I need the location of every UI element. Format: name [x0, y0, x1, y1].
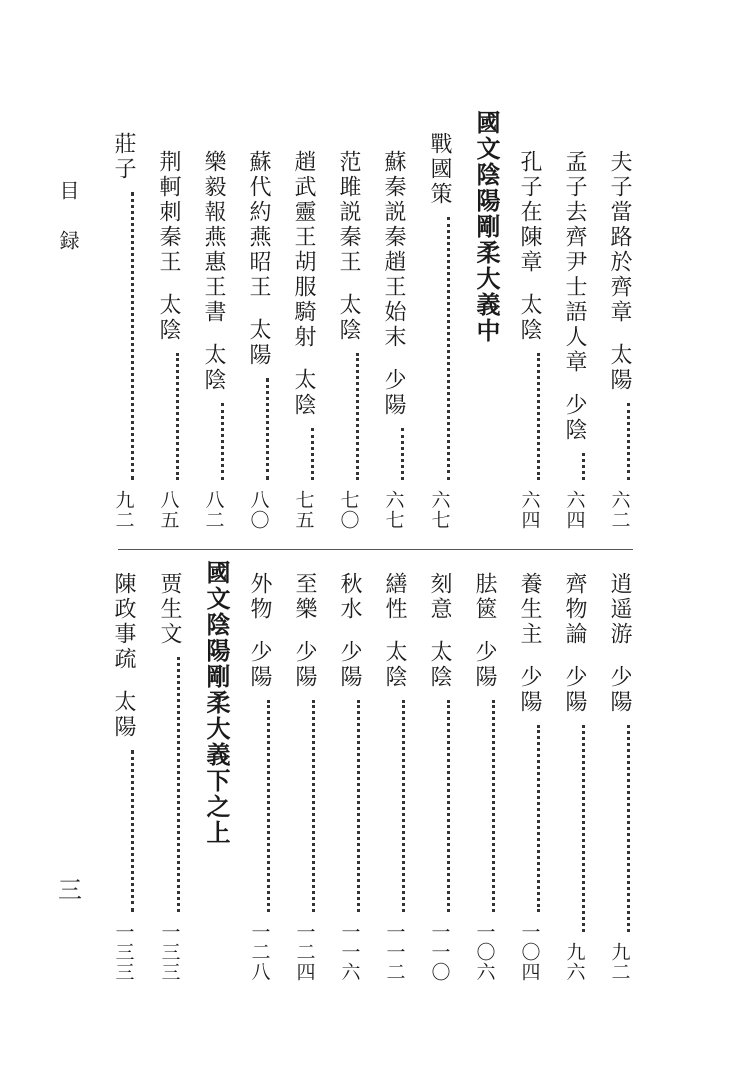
toc-entry: 蘇秦説秦趙王始末 少陽 六七	[381, 150, 406, 530]
leader-dots	[312, 700, 315, 912]
toc-entry: 秋水 少陽 一一六	[337, 572, 362, 982]
margin-label: 目録	[56, 180, 80, 280]
toc-entry: 夫子當路於齊章 太陽 六二	[607, 150, 632, 530]
leader-dots	[492, 700, 495, 912]
leader-dots	[447, 700, 450, 912]
toc-entry: 趙武靈王胡服騎射 太陰 七五	[291, 150, 316, 530]
section-heading: 莊子 九二	[111, 132, 136, 530]
section-heading: 戰國策 六七	[427, 132, 452, 530]
leader-dots	[177, 657, 180, 912]
leader-dots	[401, 428, 404, 480]
section-heading: 贾生文 一三三	[157, 572, 182, 982]
part-heading: 國文陰陽剛柔大義中	[472, 110, 501, 344]
leader-dots	[627, 725, 630, 932]
leader-dots	[131, 192, 134, 480]
toc-entry: 孟子去齊尹士語人章 少陰 六四	[562, 150, 587, 530]
toc-entry: 陳政事疏 太陽 一三三	[111, 572, 136, 982]
leader-dots	[266, 378, 269, 480]
toc-entry: 齊物論 少陽 九六	[562, 572, 587, 982]
toc-entry: 繕性 太陰 一一二	[382, 572, 407, 982]
toc-entry: 胠篋 少陽 一〇六	[472, 572, 497, 982]
toc-entry: 逍遥游 少陽 九二	[607, 572, 632, 982]
leader-dots	[627, 403, 630, 480]
part-heading: 國文陰陽剛柔大義下之上	[202, 560, 231, 846]
toc-entry: 樂毅報燕惠王書 太陰 八二	[201, 150, 226, 530]
toc-entry: 蘇代約燕昭王 太陽 八〇	[246, 150, 271, 530]
leader-dots	[582, 725, 585, 932]
leader-dots	[356, 353, 359, 480]
toc-entry: 孔子在陳章 太陰 六四	[517, 150, 542, 530]
toc-entry: 外物 少陽 一二八	[247, 572, 272, 982]
section-divider	[118, 549, 633, 550]
leader-dots	[267, 700, 270, 912]
toc-entry: 至樂 少陽 一二四	[292, 572, 317, 982]
leader-dots	[131, 750, 134, 912]
leader-dots	[537, 353, 540, 480]
toc-entry: 荆軻刺秦王 太陰 八五	[156, 150, 181, 530]
toc-entry: 養生主 少陽 一〇四	[517, 572, 542, 982]
leader-dots	[311, 428, 314, 480]
leader-dots	[221, 403, 224, 480]
leader-dots	[582, 453, 585, 480]
leader-dots	[176, 353, 179, 480]
leader-dots	[402, 700, 405, 912]
toc-entry: 刻意 太陰 一一〇	[427, 572, 452, 982]
leader-dots	[537, 725, 540, 912]
toc-entry: 范雎説秦王 太陰 七〇	[336, 150, 361, 530]
leader-dots	[357, 700, 360, 912]
page-number: 三	[58, 876, 82, 904]
leader-dots	[447, 217, 450, 480]
